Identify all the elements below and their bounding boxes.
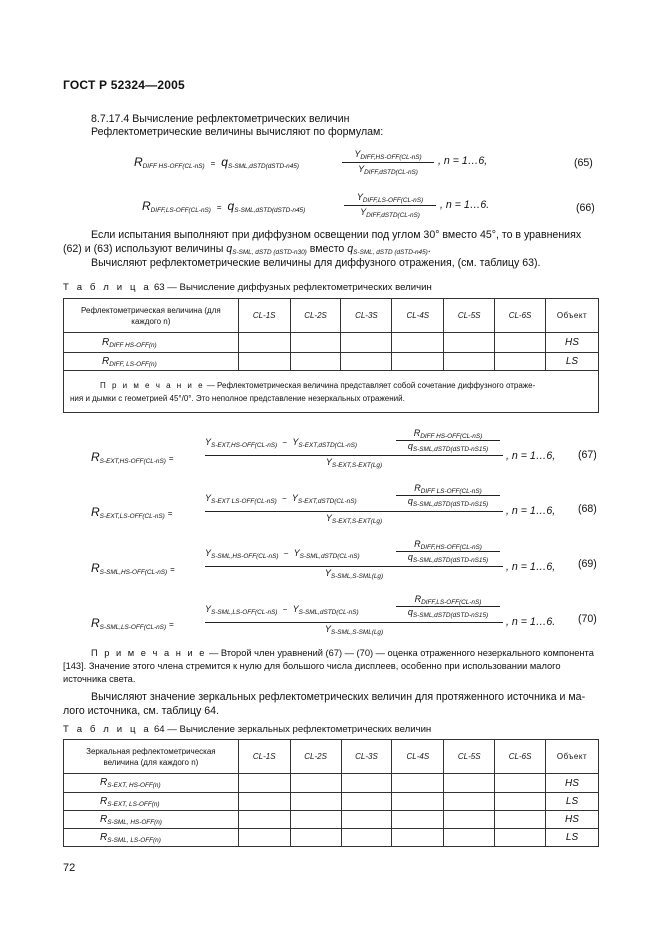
column-header: CL-2S (290, 299, 341, 333)
column-header: CL-3S (341, 299, 392, 333)
paragraph-line: Вычисляют рефлектометрические величины для диффузного отражения, (см. таблицу 63). (91, 257, 541, 269)
paragraph-line: лого источника, см. таблицу 64. (63, 705, 220, 717)
equation-number: (66) (576, 202, 595, 214)
column-header: CL-1S (238, 299, 290, 333)
table-row: $R_{DIFF, LS-OFF(n)}$ LS (64, 353, 599, 371)
column-header: CL-6S (495, 740, 546, 774)
table-64 (63, 739, 599, 847)
column-header: CL-5S (444, 299, 495, 333)
column-header: CL-6S (495, 299, 546, 333)
note-line: П р и м е ч а н и е — Второй член уравнений (67) — (70) — оценка отраженного незеркального компонента (91, 648, 594, 658)
column-header: Объект (545, 299, 598, 333)
document-header: ГОСТ Р 52324—2005 (63, 78, 185, 92)
column-header: CL-2S (290, 740, 341, 774)
table-row: $R_{S-SML, HS-OFF(n)}$ HS (64, 811, 599, 829)
equation-number: (67) (578, 449, 597, 461)
page-number: 72 (63, 862, 76, 874)
equation-number: (65) (574, 157, 593, 169)
column-header: Объект (546, 740, 599, 774)
paragraph-line: Вычисляют значение зеркальных рефлектометрических величин для протяженного источника и ма- (91, 691, 586, 703)
table-64-caption: Т а б л и ц а 64 — Вычисление зеркальных рефлектометрических величин (63, 724, 432, 735)
equation-number: (68) (578, 503, 597, 515)
table-row: $R_{S-SML, LS-OFF(n)}$ LS (64, 829, 599, 847)
table-63 (63, 298, 599, 413)
table-row: $R_{S-EXT, LS-OFF(n)}$ LS (64, 793, 599, 811)
paragraph-line: (62) и (63) используют величины $q_{S-SML, dSTD (dSTD-n30)}$ вместо $q_{S-SML, dSTD (dSTD-n45)}$. (63, 243, 431, 256)
section-intro: Рефлектометрические величины вычисляют по формулам: (91, 126, 384, 138)
note-line: источника света. (63, 674, 136, 684)
equation-number: (70) (578, 613, 597, 625)
column-header: CL-1S (238, 740, 290, 774)
equation-number: (69) (578, 558, 597, 570)
column-header: CL-5S (444, 740, 495, 774)
note-line: [143]. Значение этого члена стремится к нулю для большого числа дисплеев, особенно при использовании малого (63, 661, 561, 671)
column-header: CL-4S (392, 740, 444, 774)
table-row: $R_{DIFF HS-OFF(n)}$ HS (64, 333, 599, 353)
table-row: $R_{S-EXT, HS-OFF(n)}$ HS (64, 774, 599, 793)
column-header: CL-4S (392, 299, 444, 333)
paragraph-line: Если испытания выполняют при диффузном освещении под углом 30° вместо 45°, то в уравнениях (91, 229, 582, 241)
table-header-label: Рефлектометрическая величина (для каждого n) (64, 299, 239, 333)
section-heading: 8.7.17.4 Вычисление рефлектометрических величин (91, 113, 350, 125)
table-63-caption: Т а б л и ц а 63 — Вычисление диффузных рефлектометрических величин (63, 282, 432, 293)
table-note-row: П р и м е ч а н и е — Рефлектометрическая величина представляет собой сочетание диффузного отраже- ния и дымки с геометрией 45°/0°. Это неполное представление незеркальных отражений. (64, 371, 599, 413)
table-header-label: Зеркальная рефлектометрическая величина (для каждого n) (64, 740, 239, 774)
column-header: CL-3S (341, 740, 392, 774)
